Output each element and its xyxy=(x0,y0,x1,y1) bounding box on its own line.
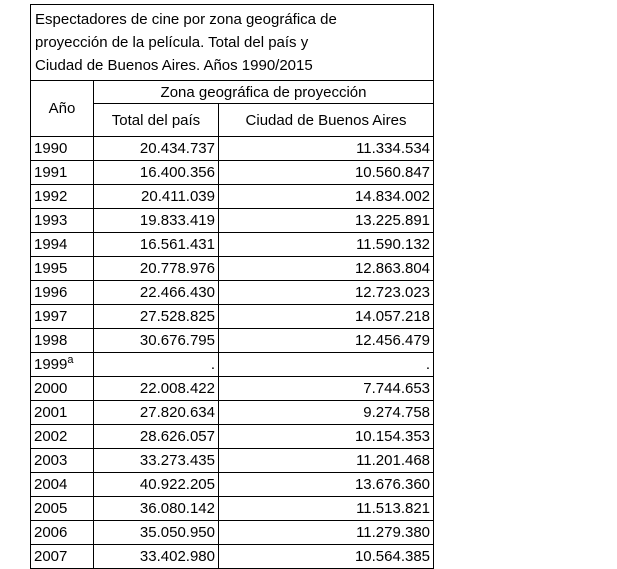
data-row xyxy=(31,521,434,545)
buenos-aires-value: 11.279.380 xyxy=(219,521,434,545)
total-country-value: 28.626.057 xyxy=(94,425,219,449)
total-country-value: 33.273.435 xyxy=(94,449,219,473)
year-cell: 1991 xyxy=(31,161,94,185)
year-cell: 2001 xyxy=(31,401,94,425)
buenos-aires-value: 10.560.847 xyxy=(219,161,434,185)
year-cell: 1993 xyxy=(31,209,94,233)
year-cell: 2003 xyxy=(31,449,94,473)
buenos-aires-value: 9.274.758 xyxy=(219,401,434,425)
buenos-aires-value: 14.057.218 xyxy=(219,305,434,329)
data-row xyxy=(31,545,434,569)
zone-group-header: Zona geográfica de proyección xyxy=(94,81,434,104)
total-country-value: 35.050.950 xyxy=(94,521,219,545)
data-row xyxy=(31,233,434,257)
year-cell: 2007 xyxy=(31,545,94,569)
buenos-aires-value: 7.744.653 xyxy=(219,377,434,401)
table-title-line-2: proyección de la película. Total del país y xyxy=(35,34,309,51)
total-country-value: 36.080.142 xyxy=(94,497,219,521)
buenos-aires-value: 13.676.360 xyxy=(219,473,434,497)
year-cell: 1996 xyxy=(31,281,94,305)
data-row xyxy=(31,449,434,473)
year-cell: 1999$^a$ xyxy=(31,353,94,377)
table-title xyxy=(31,5,434,81)
data-row xyxy=(31,353,434,377)
table-title-line-1: Espectadores de cine por zona geográfica de xyxy=(35,11,337,28)
table-title-line-3: Ciudad de Buenos Aires. Años 1990/2015 xyxy=(35,57,313,74)
footnote-marker: a xyxy=(67,354,74,366)
buenos-aires-value: 11.334.534 xyxy=(219,137,434,161)
total-country-value: 22.008.422 xyxy=(94,377,219,401)
buenos-aires-value: 13.225.891 xyxy=(219,209,434,233)
total-country-value: 20.434.737 xyxy=(94,137,219,161)
total-country-value: 22.466.430 xyxy=(94,281,219,305)
buenos-aires-value: . xyxy=(219,353,434,377)
year-cell: 1992 xyxy=(31,185,94,209)
total-country-value: 16.400.356 xyxy=(94,161,219,185)
buenos-aires-value: 14.834.002 xyxy=(219,185,434,209)
data-row xyxy=(31,497,434,521)
total-country-value: 19.833.419 xyxy=(94,209,219,233)
buenos-aires-value: 11.513.821 xyxy=(219,497,434,521)
data-row xyxy=(31,305,434,329)
total-country-value: 30.676.795 xyxy=(94,329,219,353)
buenos-aires-value: 11.201.468 xyxy=(219,449,434,473)
year-cell: 2005 xyxy=(31,497,94,521)
buenos-aires-column-header: Ciudad de Buenos Aires xyxy=(219,104,434,137)
total-country-value: 20.411.039 xyxy=(94,185,219,209)
year-cell: 1997 xyxy=(31,305,94,329)
data-row xyxy=(31,401,434,425)
data-row xyxy=(31,161,434,185)
data-row xyxy=(31,209,434,233)
data-row xyxy=(31,137,434,161)
year-cell: 2000 xyxy=(31,377,94,401)
table-body xyxy=(31,137,434,569)
data-row xyxy=(31,257,434,281)
buenos-aires-value: 12.863.804 xyxy=(219,257,434,281)
buenos-aires-value: 12.456.479 xyxy=(219,329,434,353)
data-row xyxy=(31,425,434,449)
year-cell: 1990 xyxy=(31,137,94,161)
total-country-value: 20.778.976 xyxy=(94,257,219,281)
zone-header-row xyxy=(31,81,434,104)
total-country-value: 33.402.980 xyxy=(94,545,219,569)
total-country-value: 40.922.205 xyxy=(94,473,219,497)
total-country-value: 27.528.825 xyxy=(94,305,219,329)
data-row xyxy=(31,473,434,497)
total-country-value: . xyxy=(94,353,219,377)
buenos-aires-value: 10.154.353 xyxy=(219,425,434,449)
year-cell: 2006 xyxy=(31,521,94,545)
cinema-attendance-table xyxy=(30,4,434,569)
total-country-value: 27.820.634 xyxy=(94,401,219,425)
data-row xyxy=(31,329,434,353)
data-row xyxy=(31,377,434,401)
buenos-aires-value: 11.590.132 xyxy=(219,233,434,257)
year-column-header: Año xyxy=(31,81,94,137)
buenos-aires-value: 12.723.023 xyxy=(219,281,434,305)
year-cell: 1995 xyxy=(31,257,94,281)
year-cell: 1998 xyxy=(31,329,94,353)
total-country-value: 16.561.431 xyxy=(94,233,219,257)
total-country-column-header: Total del país xyxy=(94,104,219,137)
data-row xyxy=(31,185,434,209)
year-cell: 2002 xyxy=(31,425,94,449)
year-cell: 1994 xyxy=(31,233,94,257)
title-row xyxy=(31,5,434,81)
buenos-aires-value: 10.564.385 xyxy=(219,545,434,569)
year-cell: 2004 xyxy=(31,473,94,497)
data-row xyxy=(31,281,434,305)
